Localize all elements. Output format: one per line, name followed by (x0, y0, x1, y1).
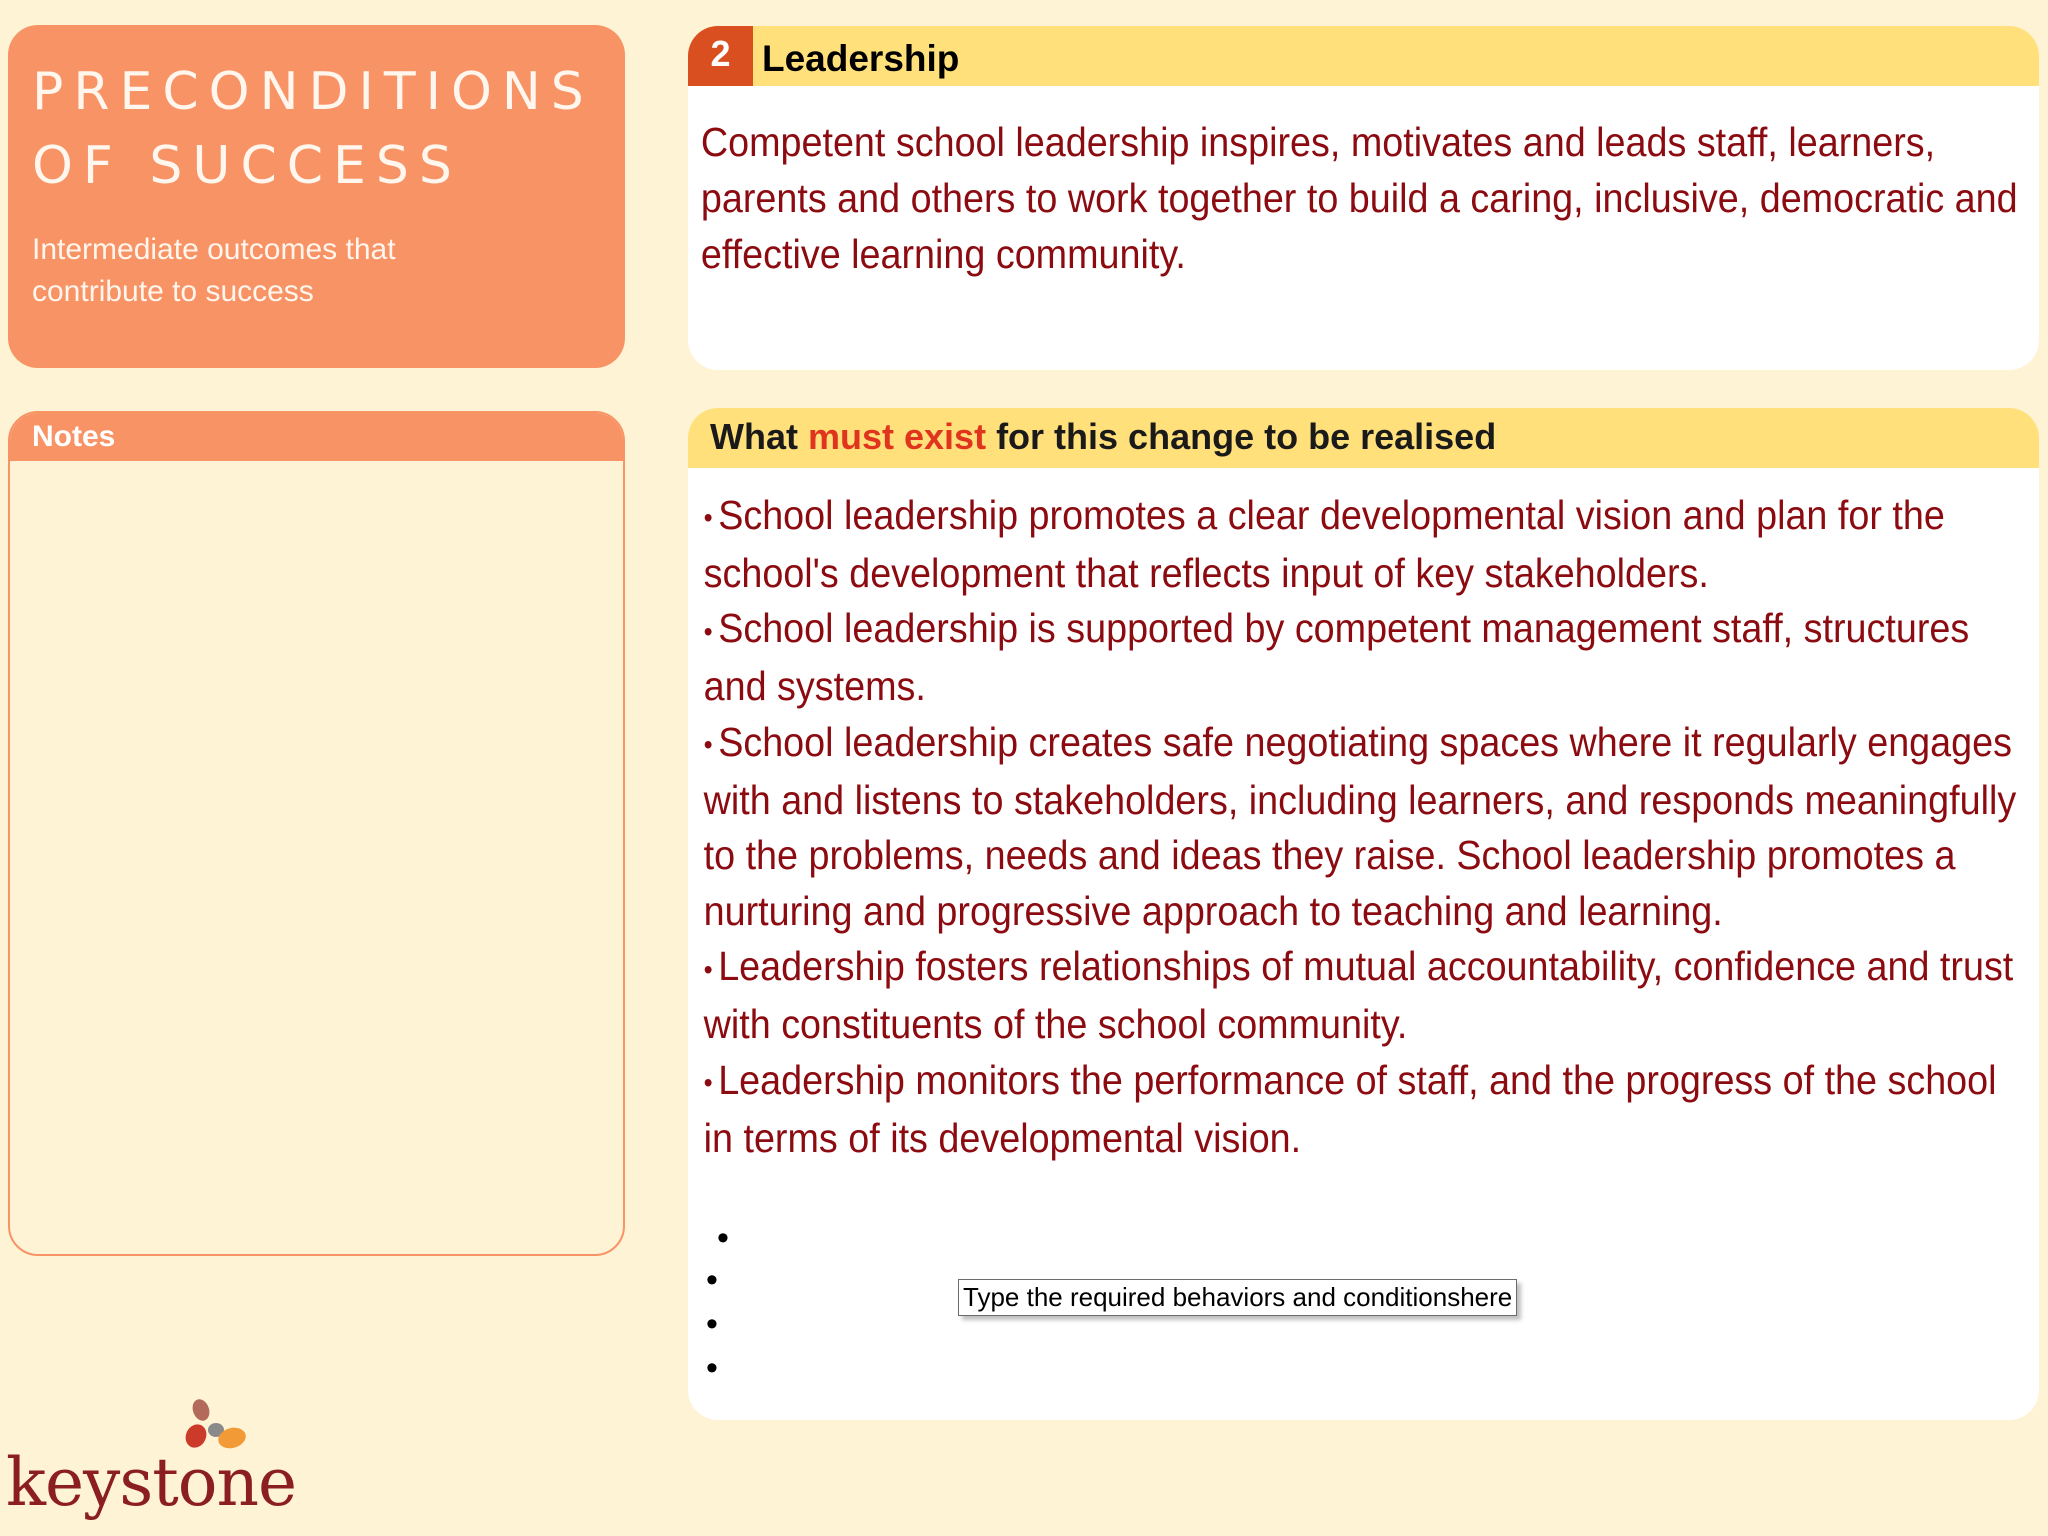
empty-bullet-icon[interactable]: • (706, 1349, 718, 1387)
page-title-line2: OF SUCCESS (32, 136, 462, 196)
empty-bullet-icon[interactable]: • (706, 1305, 718, 1343)
must-exist-title-highlight: must exist (807, 416, 987, 457)
list-item (704, 1053, 2029, 1166)
bullet-icon: • (703, 953, 713, 985)
section-number-badge: 2 (688, 26, 753, 86)
leadership-header (688, 26, 2039, 86)
must-exist-title-suffix: for this change to be realised (986, 416, 1497, 457)
empty-bullet-icon[interactable]: • (717, 1219, 729, 1257)
list-item (704, 488, 2029, 601)
keystone-logo (4, 1396, 297, 1526)
list-item-text: Leadership monitors the performance of staff, and the progress of the school in terms of its developmental vision. (703, 1056, 1997, 1161)
bullet-icon: • (703, 502, 713, 534)
list-item-text: School leadership is supported by competent management staff, structures and systems. (703, 605, 1970, 710)
must-exist-title (710, 408, 1496, 466)
bullet-icon: • (703, 729, 713, 761)
notes-panel[interactable] (8, 411, 625, 1256)
list-item-text: School leadership promotes a clear developmental vision and plan for the school's development that reflects input of key stakeholders. (703, 492, 1945, 596)
preconditions-title-card (8, 25, 625, 368)
notes-header: Notes (10, 413, 623, 461)
page-title-line1: PRECONDITIONS (32, 62, 594, 122)
page-subtitle: Intermediate outcomes that contribute to success (32, 233, 396, 308)
must-exist-header (688, 408, 2039, 468)
bullet-icon: • (703, 1067, 713, 1099)
leadership-title: Leadership (762, 38, 960, 79)
leadership-card (688, 26, 2039, 370)
must-exist-title-prefix: What (710, 416, 808, 457)
must-exist-card (688, 408, 2039, 1420)
input-hint-tooltip: Type the required behaviors and conditionshere (958, 1279, 1517, 1316)
list-item-text: School leadership creates safe negotiating spaces where it regularly engages with and listens to stakeholders, including learners, and responds meaningfully to the problems, needs and ideas they raise. School leadership promotes a nurturing and progressive approach to teaching and learning. (703, 718, 2017, 934)
list-item (704, 601, 2029, 714)
keystone-logo-text: keystone (6, 1444, 297, 1521)
list-item-text: Leadership fosters relationships of mutual accountability, confidence and trust with constituents of the school community. (703, 943, 2014, 1048)
list-item (704, 715, 2029, 939)
bullet-icon: • (703, 615, 713, 647)
empty-bullet-icon[interactable]: • (706, 1261, 718, 1299)
list-item (704, 939, 2029, 1052)
leadership-description[interactable]: Competent school leadership inspires, motivates and leads staff, learners, parents and others to work together to build a caring, inclusive, democratic and effective learning community. (700, 119, 2018, 277)
conditions-list[interactable] (688, 468, 2028, 1166)
